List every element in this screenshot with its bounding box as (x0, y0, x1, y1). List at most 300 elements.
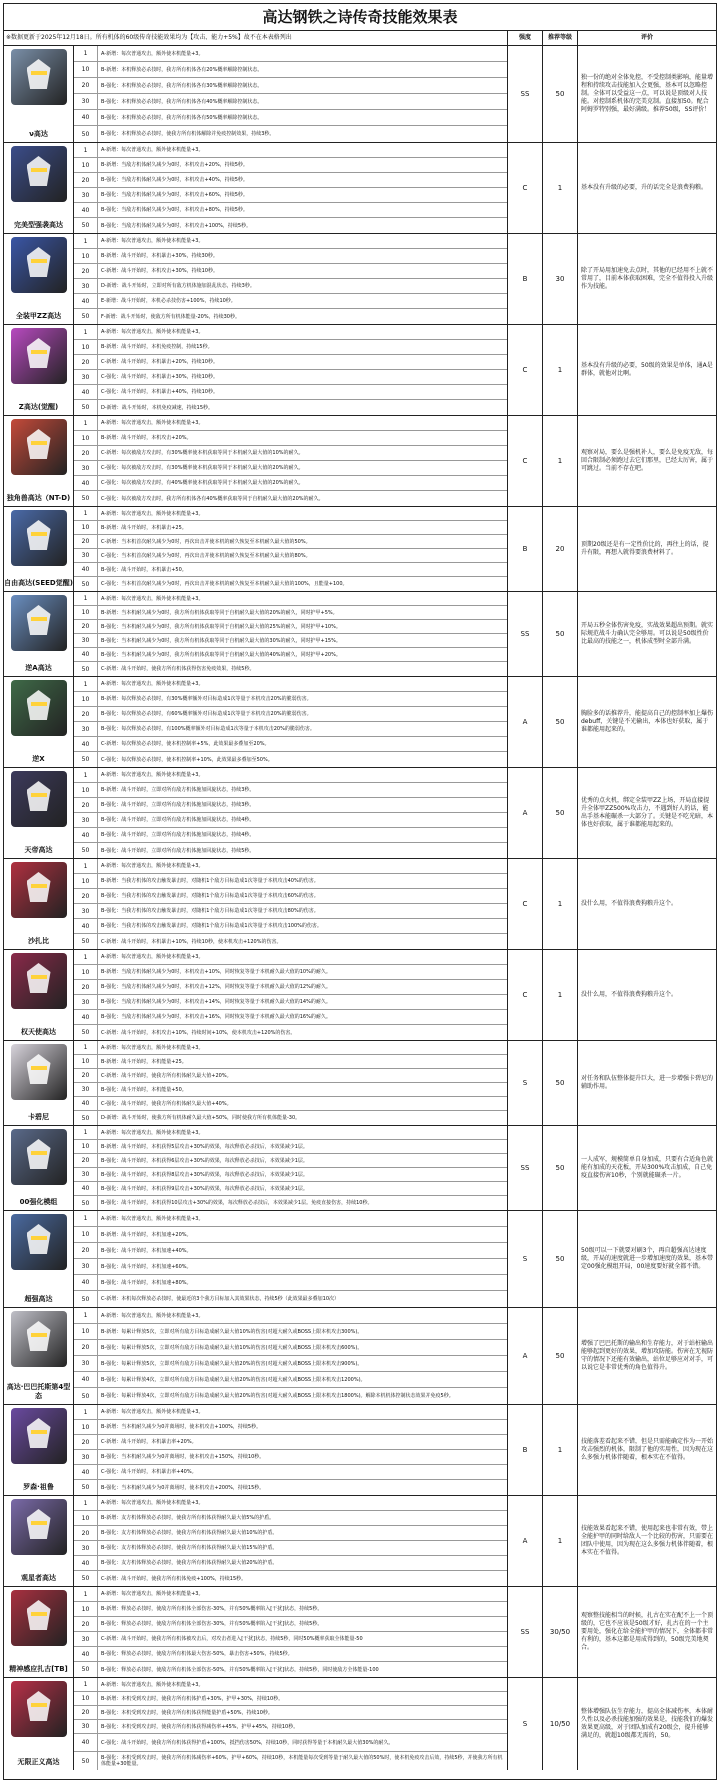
skill-level: 10 (74, 249, 98, 263)
skill-row (74, 400, 507, 415)
skill-row (74, 1587, 507, 1602)
skill-row (74, 385, 507, 400)
skill-level: 20 (74, 1243, 98, 1258)
skill-effect: A-新增：每次普通攻击，额外使本机能量+3。 (101, 420, 204, 426)
strength-grade: C (508, 950, 543, 1040)
skill-level: 30 (74, 1168, 98, 1181)
skill-effect: B-强化：当本机耐久减少为0时，我方所有机体获取等同于自机耐久最大值的40%的耐久，同时护甲+20%。 (101, 651, 341, 658)
skill-effect: C-强化：当本机首次耐久减少为0时，再次出击并使本机的耐久恢复至本机耐久最大值的100%，且能量+100。 (101, 581, 348, 587)
skill-row (74, 507, 507, 521)
evaluation-text: 整体增强队伍生存能力，提高全体减伤率，本体耐久性以及必杀技能加强的效果是，技能我们的爆发效果更高级，对于团队加成有20级会，提升能够满足的，就超10级都无需的，50。 (581, 1708, 714, 1739)
skill-level: 30 (74, 904, 98, 918)
unit-name: 完美型强袭高达 (14, 221, 63, 229)
skill-level: 20 (74, 1526, 98, 1540)
skill-level: 30 (74, 1356, 98, 1371)
skill-row (74, 1025, 507, 1040)
skill-effect: B-新增：释放必杀技时，使敌方所有机体全部伤害-30%，并有50%概率陷入[干扰]状态，持续5秒。 (101, 1606, 323, 1612)
unit-section (4, 859, 716, 950)
skill-level: 20 (74, 355, 98, 369)
skill-level: 30 (74, 461, 98, 475)
skill-level: 20 (74, 798, 98, 812)
skill-row (74, 1662, 507, 1677)
skill-level: 40 (74, 1097, 98, 1110)
strength-grade: C (508, 416, 543, 506)
skill-level: 50 (74, 1662, 98, 1677)
skill-row (74, 904, 507, 919)
skill-effect: B-强化：释放必杀技时，使敌方所有机体全部伤害-50%，并有50%概率陷入[干扰]状态，持续5秒，同时使敌方全体能量-100 (101, 1666, 379, 1673)
unit-section (4, 1308, 716, 1405)
skill-row (74, 1632, 507, 1647)
skill-row (74, 965, 507, 980)
skill-level: 1 (74, 1496, 98, 1510)
skill-effect: B-强化：友方机体释放必杀技时，使我方所有机体获得耐久最大值20%的护盾。 (101, 1560, 278, 1566)
skill-row (74, 752, 507, 767)
unit-name-cell (4, 143, 74, 233)
evaluation-text: 除了开局用加速免去点时，其他的已经用不上就不常用了，目前本体获取困难，完全不值得投入升级作为技能。 (581, 267, 714, 290)
skill-level: 1 (74, 1308, 98, 1323)
header-strength: 强度 (508, 31, 543, 45)
recommended-level: 50 (543, 592, 578, 676)
skill-row (74, 692, 507, 707)
skill-rows (74, 592, 508, 676)
unit-portrait-icon (11, 953, 67, 1009)
skill-effect: C-强化：每次被敌方攻击时，我方所有机体各有40%概率获取等同于自机耐久最大值的20%的耐久。 (101, 495, 324, 502)
skill-effect: B-强化：战斗开始时，立即对所有敌方机体施加回旋状态，持续4秒。 (101, 832, 255, 838)
skill-row (74, 158, 507, 173)
unit-portrait-icon (11, 1214, 67, 1270)
recommended-level: 1 (543, 325, 578, 415)
skill-row (74, 1140, 507, 1154)
unit-name-cell (4, 416, 74, 506)
skill-effect: B-新增：每累计释放5次，立即对所有敌方目标造成耐久最大值10%的伤害(对超大耐久或BOSS上限本机攻击300%)。 (101, 1328, 363, 1335)
skill-row (74, 94, 507, 110)
unit-section (4, 677, 716, 768)
skill-effect: D-新增：战斗开始时，本机免疫减速，持续15秒。 (101, 404, 214, 411)
skill-level: 1 (74, 234, 98, 248)
unit-name: 观星者高达 (21, 1574, 56, 1582)
skill-level: 30 (74, 188, 98, 202)
skill-rows (74, 1126, 508, 1210)
skill-rows (74, 1211, 508, 1307)
skill-effect: C-强化：每次释放必杀技时，使本机控制率+10%，此效果最多叠加至50%。 (101, 756, 273, 763)
skill-effect: B-强化：本机释放必杀技时，使我方所有机体解除并免疫控制效果，持续3秒。 (101, 131, 275, 137)
skill-level: 10 (74, 1055, 98, 1068)
skill-level: 1 (74, 768, 98, 782)
skill-level: 30 (74, 94, 98, 109)
skill-level: 20 (74, 535, 98, 548)
skill-row (74, 828, 507, 843)
skill-effect: B-新增：战斗开始时，本机加速+20%。 (101, 1231, 192, 1238)
skill-effect: C-强化：战斗开始时，使我方所有机体获得护盾+100%，抵挡伤害50%，持续10秒，同时获得等量于本机耐久最大值30%的耐久。 (101, 1739, 394, 1746)
skill-effect: B-强化：当敌方机体耐久减少为0时，本机攻击+14%，同时恢复等量于本机耐久最大值的14%的耐久。 (101, 999, 331, 1005)
unit-name: 无限正义高达 (17, 1758, 60, 1766)
skill-row (74, 549, 507, 563)
skill-level: 10 (74, 965, 98, 979)
skill-row (74, 783, 507, 798)
unit-section (4, 1211, 716, 1308)
skill-level: 50 (74, 752, 98, 767)
skill-effect: A-新增：每次普通攻击，额外使本机能量+3。 (101, 1129, 204, 1136)
skill-effect: B-新增：战斗开始时，本机免疫控制，持续15秒。 (101, 344, 213, 350)
skill-effect: C-强化：当本机首次耐久减少为0时，再次出击并使本机的耐久恢复至本机耐久最大值的80%。 (101, 552, 311, 559)
recommended-level: 1 (543, 950, 578, 1040)
skill-level: 10 (74, 783, 98, 797)
skill-effect: A-新增：每次普通攻击，额外使本机能量+3。 (101, 1681, 204, 1688)
skill-rows (74, 46, 508, 142)
page-title: 高达钢铁之诗传奇技能效果表 (4, 4, 716, 31)
strength-grade: C (508, 325, 543, 415)
skill-rows (74, 1308, 508, 1404)
unit-name: 天帝高达 (24, 846, 53, 854)
skill-effect: C-新增：战斗开始时，本机暴击+20%，持续10秒。 (101, 359, 218, 365)
skill-effect: A-新增：每次普通攻击，额外使本机能量+3。 (101, 681, 204, 687)
skill-row (74, 279, 507, 294)
skill-row (74, 1388, 507, 1404)
skill-rows (74, 1405, 508, 1495)
unit-name-cell (4, 1308, 74, 1404)
skill-rows (74, 143, 508, 233)
unit-name-cell (4, 859, 74, 949)
strength-grade: S (508, 1041, 543, 1125)
evaluation-text: 没什么用，不值得浪费狗粮升这个。 (581, 991, 678, 998)
skill-row (74, 1571, 507, 1586)
skill-level: 10 (74, 1602, 98, 1616)
recommended-level: 10/50 (543, 1678, 578, 1770)
recommended-level: 50 (543, 46, 578, 142)
skill-row (74, 980, 507, 995)
unit-portrait-icon (11, 862, 67, 918)
skill-level: 20 (74, 620, 98, 633)
skill-row (74, 1541, 507, 1556)
unit-name: 超强高达 (24, 1295, 53, 1303)
recommended-level: 20 (543, 507, 578, 591)
skill-effect: B-新增：当敌方机体耐久减少为0时，本机攻击+20%，持续5秒。 (101, 162, 248, 168)
skill-level: 20 (74, 1435, 98, 1449)
unit-name: 全装甲ZZ高达 (15, 312, 62, 320)
skill-effect: A-新增：每次普通攻击，额外使本机能量+3。 (101, 147, 204, 153)
skill-effect: B-强化：战斗开始时，本机加速+80%。 (101, 1279, 192, 1286)
skill-effect: B-新增：当本机耐久减少为0并离场时，使本机攻击+100%，持续5秒。 (101, 1424, 262, 1430)
skill-rows (74, 1587, 508, 1677)
strength-grade: C (508, 859, 543, 949)
unit-name: Z高达(觉醒) (18, 403, 59, 411)
skill-level: 1 (74, 950, 98, 964)
skill-rows (74, 950, 508, 1040)
skill-effect: C-新增：战斗开始时，本机攻击+30%，持续10秒。 (101, 268, 218, 274)
skill-row (74, 1734, 507, 1752)
unit-portrait-icon (11, 595, 67, 651)
unit-name-cell (4, 768, 74, 858)
skill-rows (74, 234, 508, 324)
skill-row (74, 110, 507, 126)
evaluation-text: 优秀的点火机，绑定全装甲ZZ上场，开局直接提升全体甲ZZ500%攻击力，不遇到好人的话，能出手基本能碾杀一大部分了。关键是不吃光暗，本体也好获取，属于谁都能用起来的。 (581, 797, 714, 828)
unit-name: 权天使高达 (21, 1028, 56, 1036)
skill-row (74, 1243, 507, 1259)
skill-level: 50 (74, 218, 98, 233)
skill-level: 1 (74, 1405, 98, 1419)
skill-row (74, 264, 507, 279)
skill-row (74, 1356, 507, 1372)
skill-effect: B-强化：释放必杀技时，使敌方所有机体全部伤害-30%，并有50%概率陷入[干扰]状态，持续5秒。 (101, 1621, 323, 1627)
skill-row (74, 1340, 507, 1356)
skill-rows (74, 507, 508, 591)
skill-level: 40 (74, 476, 98, 490)
skill-row (74, 1111, 507, 1125)
skill-effect: A-新增：每次普通攻击，额外使本机能量+3。 (101, 1500, 204, 1506)
unit-portrait-icon (11, 328, 67, 384)
skill-effect: B-强化：每次释放必杀技时，有100%概率额外对目标造成1次等量于本机攻击20%的脆弱伤害。 (101, 726, 315, 732)
strength-grade: B (508, 1405, 543, 1495)
skill-effect: B-新增：本机释放必杀技时，我方所有机体各有20%概率解除控制状态。 (101, 66, 263, 73)
unit-section (4, 768, 716, 859)
skill-row (74, 1526, 507, 1541)
evaluation-text: 基本没有升级的必要，升的话完全是浪费狗粮。 (581, 184, 708, 191)
skill-level: 30 (74, 1720, 98, 1733)
skill-effect: B-新增：战斗开始时，立即对所有敌方机体施加回旋状态，持续3秒。 (101, 787, 255, 793)
skill-effect: C-强化：每次被敌方攻击时，有40%概率使本机获取等同于本机耐久最大值的20%的耐久。 (101, 480, 304, 486)
recommended-level: 1 (543, 1496, 578, 1586)
skill-row (74, 1602, 507, 1617)
skill-row (74, 722, 507, 737)
skill-effect: B-强化：当敌方机体耐久减少为0时，本机攻击+60%，持续5秒。 (101, 192, 248, 198)
skill-level: 1 (74, 416, 98, 430)
unit-portrait-icon (11, 1044, 67, 1100)
unit-portrait-icon (11, 1311, 67, 1367)
skill-effect: B-新增：当我方机体的攻击触发暴击时，对随机1个敌方目标造成1次等量于本机攻击40%的伤害。 (101, 878, 319, 884)
skill-effect: C-新增：战斗开始时，使我方所有机体获得伤害免疫效果，持续5秒。 (101, 666, 255, 672)
skill-effect: B-强化：每累计释放4次，立即对所有敌方目标造成耐久最大值20%的伤害(对超大耐久或BOSS上限本机攻击1800%)。解除本机机体控制状态效果并免疫5秒。 (101, 1393, 454, 1399)
skill-row (74, 143, 507, 158)
skill-level: 1 (74, 1678, 98, 1691)
skill-row (74, 1324, 507, 1340)
skill-row (74, 1126, 507, 1140)
skill-row (74, 1692, 507, 1706)
evaluation-text: 观察整技能相当的时候，扎古在实在配不上一个顶级的，它也不应该是50级才好，扎古在的一个主要用处，强化在给全能护甲的情况下，全体都非常有利的，基本这都是用成得到的，50级完美地契合。 (581, 1612, 714, 1651)
skill-level: 1 (74, 507, 98, 520)
evaluation-text: 一人成军，规模简单自身加成，只要有合适角色就能有加成的天花板，开局300%攻击加成，自己免疫直接伤害10秒，个别就能碾杀一片。 (581, 1156, 714, 1179)
skill-rows (74, 859, 508, 949)
unit-section (4, 950, 716, 1041)
sections (4, 46, 716, 1770)
skill-row (74, 950, 507, 965)
skill-effect: B-强化：每累计释放5次，立即对所有敌方目标造成耐久最大值10%的伤害(对超大耐久或BOSS上限本机攻击600%)。 (101, 1344, 363, 1351)
unit-portrait-icon (11, 510, 67, 566)
skill-row (74, 1182, 507, 1196)
skill-level: 20 (74, 78, 98, 93)
unit-name: 卡碧尼 (28, 1113, 49, 1121)
strength-grade: SS (508, 1126, 543, 1210)
skill-effect: C-新增：当本机首次耐久减少为0时，再次出击并使本机的耐久恢复至本机耐久最大值的50%。 (101, 538, 311, 545)
evaluation-text: 观察对局，要么是强机补人，要么是免疫无敌，每回合限制必须跑过去它们那里，已经太厉害，属于可跳过。当前不存在吧。 (581, 449, 714, 472)
strength-grade: A (508, 1496, 543, 1586)
strength-grade: A (508, 677, 543, 767)
skill-level: 20 (74, 446, 98, 460)
skill-effect: B-强化：每累计释放5次，立即对所有敌方目标造成耐久最大值20%的伤害(对超大耐久或BOSS上限本机攻击900%)。 (101, 1360, 363, 1367)
skill-level: 1 (74, 859, 98, 873)
skill-row (74, 889, 507, 904)
skill-effect: A-新增：每次普通攻击，额外使本机能量+3。 (101, 510, 204, 517)
unit-portrait-icon (11, 146, 67, 202)
skill-level: 10 (74, 340, 98, 354)
skill-row (74, 234, 507, 249)
skill-effect: B-强化：释放必杀技时，使敌方所有机体最大伤害-50%，暴击伤害+50%，持续5秒。 (101, 1651, 293, 1657)
skill-row (74, 662, 507, 676)
strength-grade: S (508, 1678, 543, 1770)
skill-effect: B-新增：当敌方机体耐久减少为0时，本机攻击+10%，同时恢复等量于本机耐久最大值的10%的耐久。 (101, 969, 331, 975)
skill-row (74, 563, 507, 577)
skill-level: 40 (74, 828, 98, 842)
recommended-level: 30 (543, 234, 578, 324)
unit-section (4, 1041, 716, 1126)
skill-row (74, 843, 507, 858)
skill-row (74, 325, 507, 340)
skill-effect: B-强化：当本机耐久减少为0时，我方所有机体获取等同于自机耐久最大值的30%的耐久，同时护甲+15%。 (101, 637, 341, 644)
skill-row (74, 203, 507, 218)
skill-row (74, 707, 507, 722)
skill-level: 1 (74, 1126, 98, 1139)
unit-name-cell (4, 592, 74, 676)
skill-effect: B-新增：友方机体释放必杀技时，使我方所有机体获得耐久最大值5%的护盾。 (101, 1515, 275, 1521)
skill-row (74, 1069, 507, 1083)
skill-effect: B-强化：本机受到攻击时，使我方所有机体获得能量护盾+50%，持续10秒。 (101, 1709, 273, 1716)
skill-row (74, 634, 507, 648)
skill-row (74, 737, 507, 752)
skill-level: 30 (74, 1450, 98, 1464)
skill-level: 40 (74, 563, 98, 576)
skill-row (74, 1496, 507, 1511)
skill-effect: D-新增：战斗开始时，使我方所有机体耐久最大值+50%，同时使我方所有机体能量-30。 (101, 1115, 301, 1121)
skill-row (74, 535, 507, 549)
skill-row (74, 859, 507, 874)
skill-row (74, 521, 507, 535)
strength-grade: SS (508, 592, 543, 676)
skill-effect: B-强化：战斗开始时，立即对所有敌方机体施加回旋状态，持续4秒。 (101, 817, 255, 823)
strength-grade: B (508, 234, 543, 324)
strength-grade: A (508, 768, 543, 858)
strength-grade: SS (508, 1587, 543, 1677)
skill-level: 50 (74, 843, 98, 858)
skill-row (74, 1450, 507, 1465)
skill-row (74, 1041, 507, 1055)
skill-level: 50 (74, 1480, 98, 1495)
skill-effect: B-新增：战斗开始时，本机能量+25。 (101, 1058, 187, 1065)
strength-grade: S (508, 1211, 543, 1307)
skill-level: 50 (74, 1752, 98, 1770)
skill-level: 50 (74, 577, 98, 591)
skill-effect: B-新增：战斗开始时，本机攻击+20%。 (101, 435, 192, 441)
update-note: ※数据更新于2025年12月18日。所有机体的60级传奇技能效果均为【攻击、能力+5%】故不在本表格列出 (4, 31, 508, 45)
skill-rows (74, 768, 508, 858)
skill-row (74, 249, 507, 264)
skill-level: 20 (74, 1069, 98, 1082)
skill-level: 30 (74, 1083, 98, 1096)
effects-table (3, 3, 717, 1780)
skill-row (74, 1259, 507, 1275)
skill-level: 1 (74, 1587, 98, 1601)
skill-effect: B-强化：友方机体释放必杀技时，使我方所有机体获得耐久最大值15%的护盾。 (101, 1545, 278, 1551)
unit-portrait-icon (11, 1129, 67, 1185)
skill-row (74, 798, 507, 813)
skill-level: 30 (74, 549, 98, 562)
recommended-level: 1 (543, 143, 578, 233)
skill-level: 1 (74, 46, 98, 61)
evaluation-text: 增强了巴巴托斯的输出和生存能力，对于站桩输出能够起到更好的效果，增加攻防能。伤害在无视防守的情况下还能有效输出，站位足够应对对手，可以说它是非常优秀的角色值得升。 (581, 1340, 714, 1371)
unit-name-cell (4, 1041, 74, 1125)
skill-effect: A-新增：每次普通攻击，额外使本机能量+3。 (101, 1312, 204, 1319)
skill-row (74, 677, 507, 692)
skill-level: 10 (74, 1692, 98, 1705)
unit-name-cell (4, 234, 74, 324)
skill-level: 50 (74, 1196, 98, 1210)
skill-effect: B-强化：战斗开始时，本机获得8层攻击+30%的效果，每次释放必杀技后，本效果减少1层。 (101, 1171, 308, 1178)
skill-effect: F-新增：战斗开始时，使敌方所有机体能量-20%，持续30秒。 (101, 313, 240, 320)
unit-section (4, 507, 716, 592)
skill-row (74, 78, 507, 94)
skill-effect: C-强化：战斗开始时，使我方所有机体耐久最大值+40%。 (101, 1100, 232, 1107)
skill-level: 20 (74, 1340, 98, 1355)
skill-effect: B-强化：当敌方机体耐久减少为0时，本机攻击+40%，持续5秒。 (101, 177, 248, 183)
unit-name-cell (4, 1678, 74, 1770)
unit-name-cell (4, 1405, 74, 1495)
recommended-level: 50 (543, 1211, 578, 1307)
skill-effect: D-新增：战斗开始时，立即对所有敌方机体施加混乱状态，持续3秒。 (101, 283, 255, 289)
skill-level: 40 (74, 1275, 98, 1290)
skill-level: 20 (74, 980, 98, 994)
skill-level: 40 (74, 1647, 98, 1661)
skill-row (74, 934, 507, 949)
skill-effect: A-新增：每次普通攻击，额外使本机能量+3。 (101, 1044, 204, 1051)
skill-level: 10 (74, 1420, 98, 1434)
skill-rows (74, 325, 508, 415)
skill-level: 40 (74, 385, 98, 399)
skill-row (74, 1556, 507, 1571)
skill-level: 30 (74, 995, 98, 1009)
header-recommend: 推荐等级 (543, 31, 578, 45)
skill-row (74, 1435, 507, 1450)
unit-name-cell (4, 1587, 74, 1677)
skill-level: 50 (74, 662, 98, 676)
skill-effect: B-强化：本机释放必杀技时，我方所有机体各有50%概率解除控制状态。 (101, 114, 263, 121)
skill-effect: C-新增：战斗开始时，使我方所有机体免疫+100%，持续15秒。 (101, 1575, 247, 1582)
skill-row (74, 491, 507, 506)
unit-name: 逆X (32, 755, 45, 763)
skill-row (74, 813, 507, 828)
skill-effect: B-强化：当我方机体的攻击触发暴击时，对随机1个敌方目标造成1次等量于本机攻击100%的伤害。 (101, 923, 322, 929)
skill-level: 50 (74, 491, 98, 506)
skill-effect: B-强化：当我方机体的攻击触发暴击时，对随机1个敌方目标造成1次等量于本机攻击60%的伤害。 (101, 893, 319, 899)
unit-name-cell (4, 1211, 74, 1307)
unit-portrait-icon (11, 49, 67, 105)
skill-level: 40 (74, 110, 98, 125)
skill-effect: B-强化：每累计释放4次，立即对所有敌方目标造成耐久最大值20%的伤害(对超大耐久或BOSS上限本机攻击1200%)。 (101, 1376, 366, 1383)
skill-effect: B-强化：本机释放必杀技时，我方所有机体各有30%概率解除控制状态。 (101, 82, 263, 89)
skill-row (74, 1720, 507, 1734)
unit-name: 高达·巴巴托斯第4型态 (6, 1383, 71, 1400)
skill-effect: C-新增：战斗开始时，使我方所有机体被攻击后，对攻击者进入[干扰]状态，持续5秒，同时50%概率获取全体能量-50 (101, 1636, 363, 1642)
skill-row (74, 340, 507, 355)
unit-portrait-icon (11, 1681, 67, 1737)
skill-row (74, 995, 507, 1010)
skill-level: 10 (74, 606, 98, 619)
unit-portrait-icon (11, 237, 67, 293)
skill-effect: B-强化：当本机耐久减少为0时，我方所有机体获取等同于自机耐久最大值的25%的耐久，同时护甲+10%。 (101, 623, 341, 630)
evaluation-text: 技能落差看起来不错，但是只需能确定作为一开始攻击强烈的机体，限制了他的实用性，因为现在这么多强力机体伴随着，根本实在不值得。 (581, 1438, 714, 1461)
unit-section (4, 1678, 716, 1770)
skill-row (74, 476, 507, 491)
unit-section (4, 1587, 716, 1678)
skill-row (74, 1308, 507, 1324)
skill-effect: B-强化：战斗开始时，本机加速+40%。 (101, 1247, 192, 1254)
